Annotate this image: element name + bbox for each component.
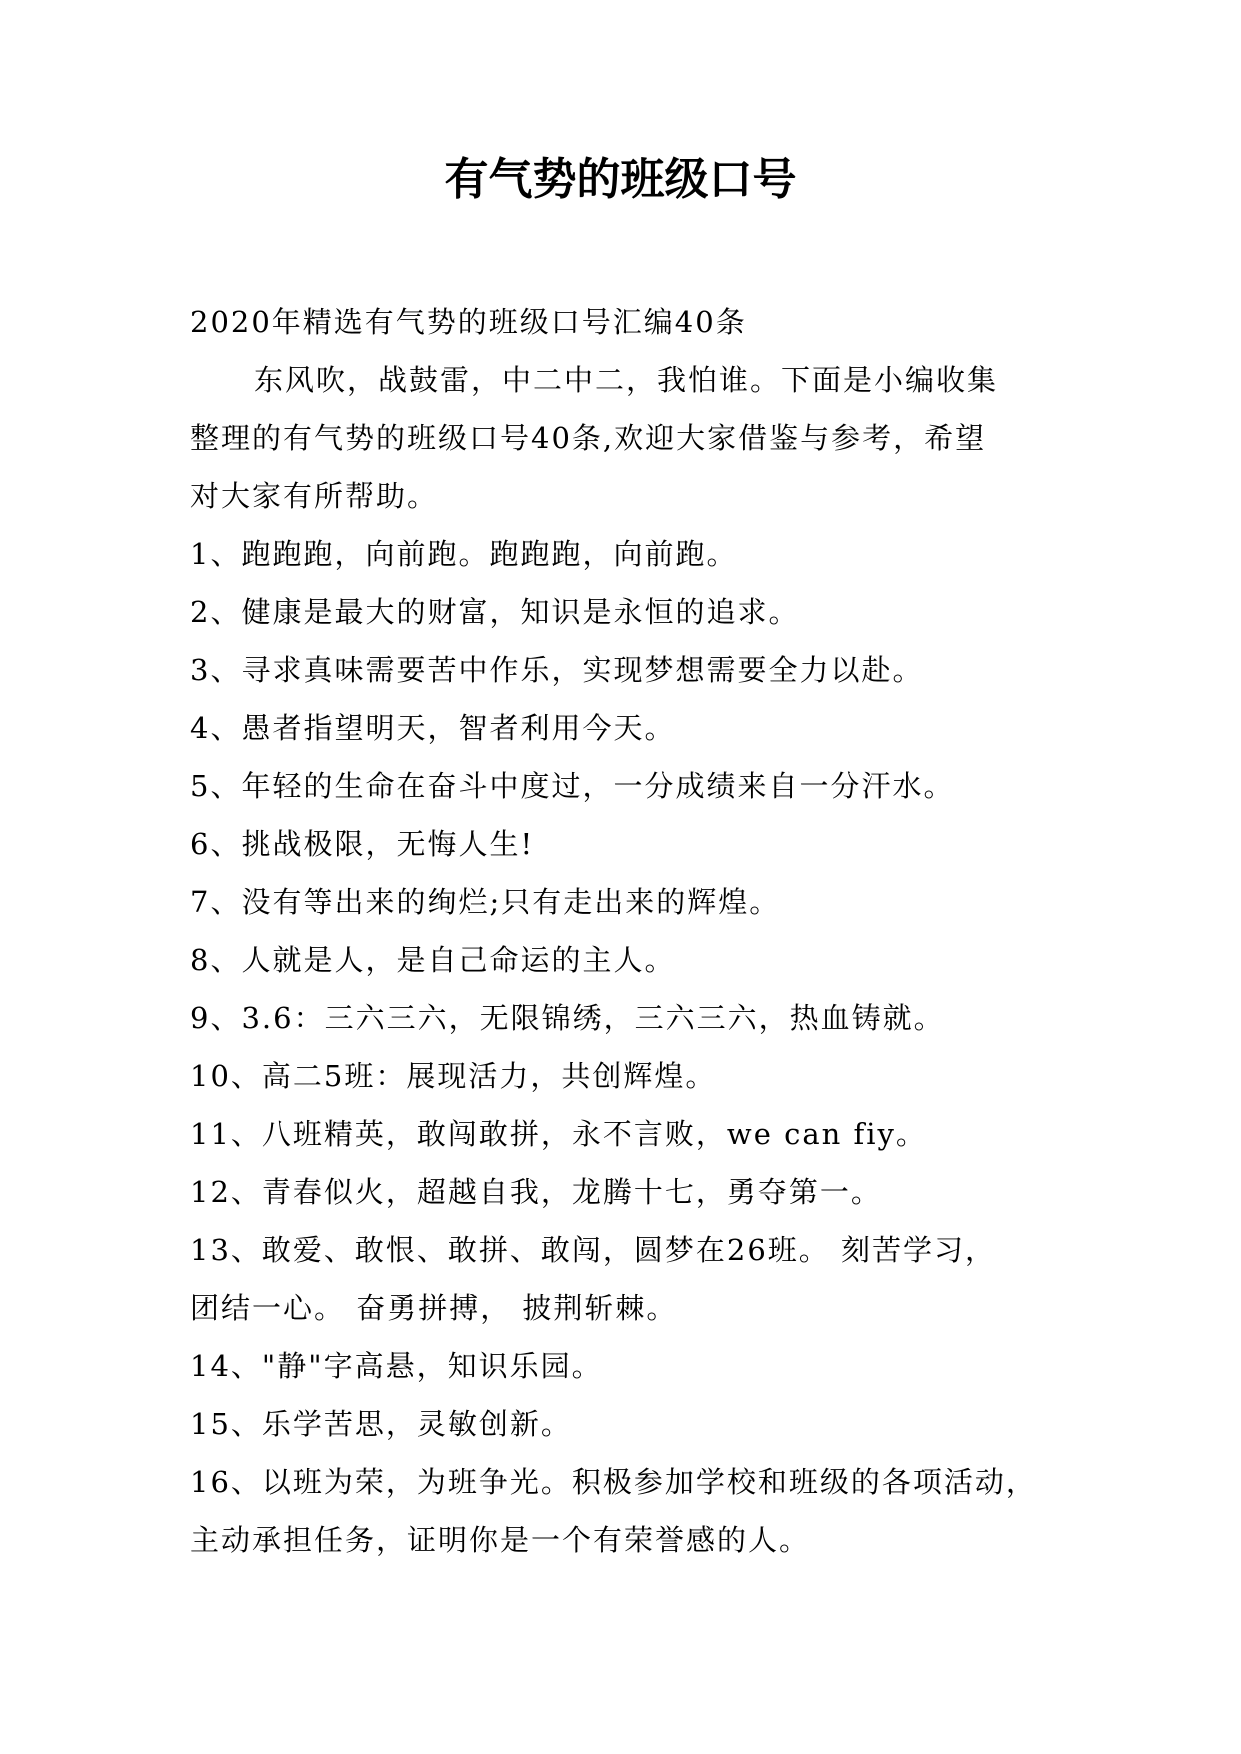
slogan-item: 12、青春似火，超越自我，龙腾十七，勇夺第一。 — [190, 1175, 882, 1209]
slogan-item: 5、年轻的生命在奋斗中度过，一分成绩来自一分汗水。 — [190, 769, 955, 803]
slogan-item: 8、人就是人，是自己命运的主人。 — [190, 943, 676, 977]
slogan-item: 7、没有等出来的绚烂;只有走出来的辉煌。 — [190, 885, 781, 919]
slogan-item: 11、八班精英，敢闯敢拼，永不言败，we can fiy。 — [190, 1117, 927, 1151]
intro-paragraph-line: 整理的有气势的班级口号40条,欢迎大家借鉴与参考，希望 — [190, 421, 987, 455]
slogan-item: 16、以班为荣，为班争光。积极参加学校和班级的各项活动， — [190, 1465, 1037, 1499]
slogan-item: 10、高二5班：展现活力，共创辉煌。 — [190, 1059, 717, 1093]
slogan-item: 2、健康是最大的财富，知识是永恒的追求。 — [190, 595, 800, 629]
slogan-item: 4、愚者指望明天，智者利用今天。 — [190, 711, 676, 745]
slogan-item: 6、挑战极限，无悔人生! — [190, 827, 535, 861]
document-title: 有气势的班级口号 — [444, 154, 797, 205]
slogan-item-continuation: 主动承担任务，证明你是一个有荣誉感的人。 — [190, 1523, 811, 1557]
document-body — [190, 293, 1070, 1569]
intro-heading: 2020年精选有气势的班级口号汇编40条 — [190, 305, 747, 339]
slogan-item: 14、"静"字高悬，知识乐园。 — [190, 1349, 603, 1383]
slogan-item: 13、敢爱、敢恨、敢拼、敢闯，圆梦在26班。 刻苦学习， — [190, 1233, 997, 1267]
intro-paragraph-line: 东风吹，战鼓雷，中二中二，我怕谁。下面是小编收集 — [254, 363, 999, 397]
slogan-item: 3、寻求真味需要苦中作乐，实现梦想需要全力以赴。 — [190, 653, 924, 687]
slogan-item: 9、3.6：三六三六，无限锦绣，三六三六，热血铸就。 — [190, 1001, 945, 1035]
slogan-item: 15、乐学苦思，灵敏创新。 — [190, 1407, 572, 1441]
intro-paragraph-line: 对大家有所帮助。 — [190, 479, 439, 513]
slogan-item-continuation: 团结一心。 奋勇拼搏， 披荆斩棘。 — [190, 1291, 678, 1325]
slogan-item: 1、跑跑跑，向前跑。跑跑跑，向前跑。 — [190, 537, 738, 571]
